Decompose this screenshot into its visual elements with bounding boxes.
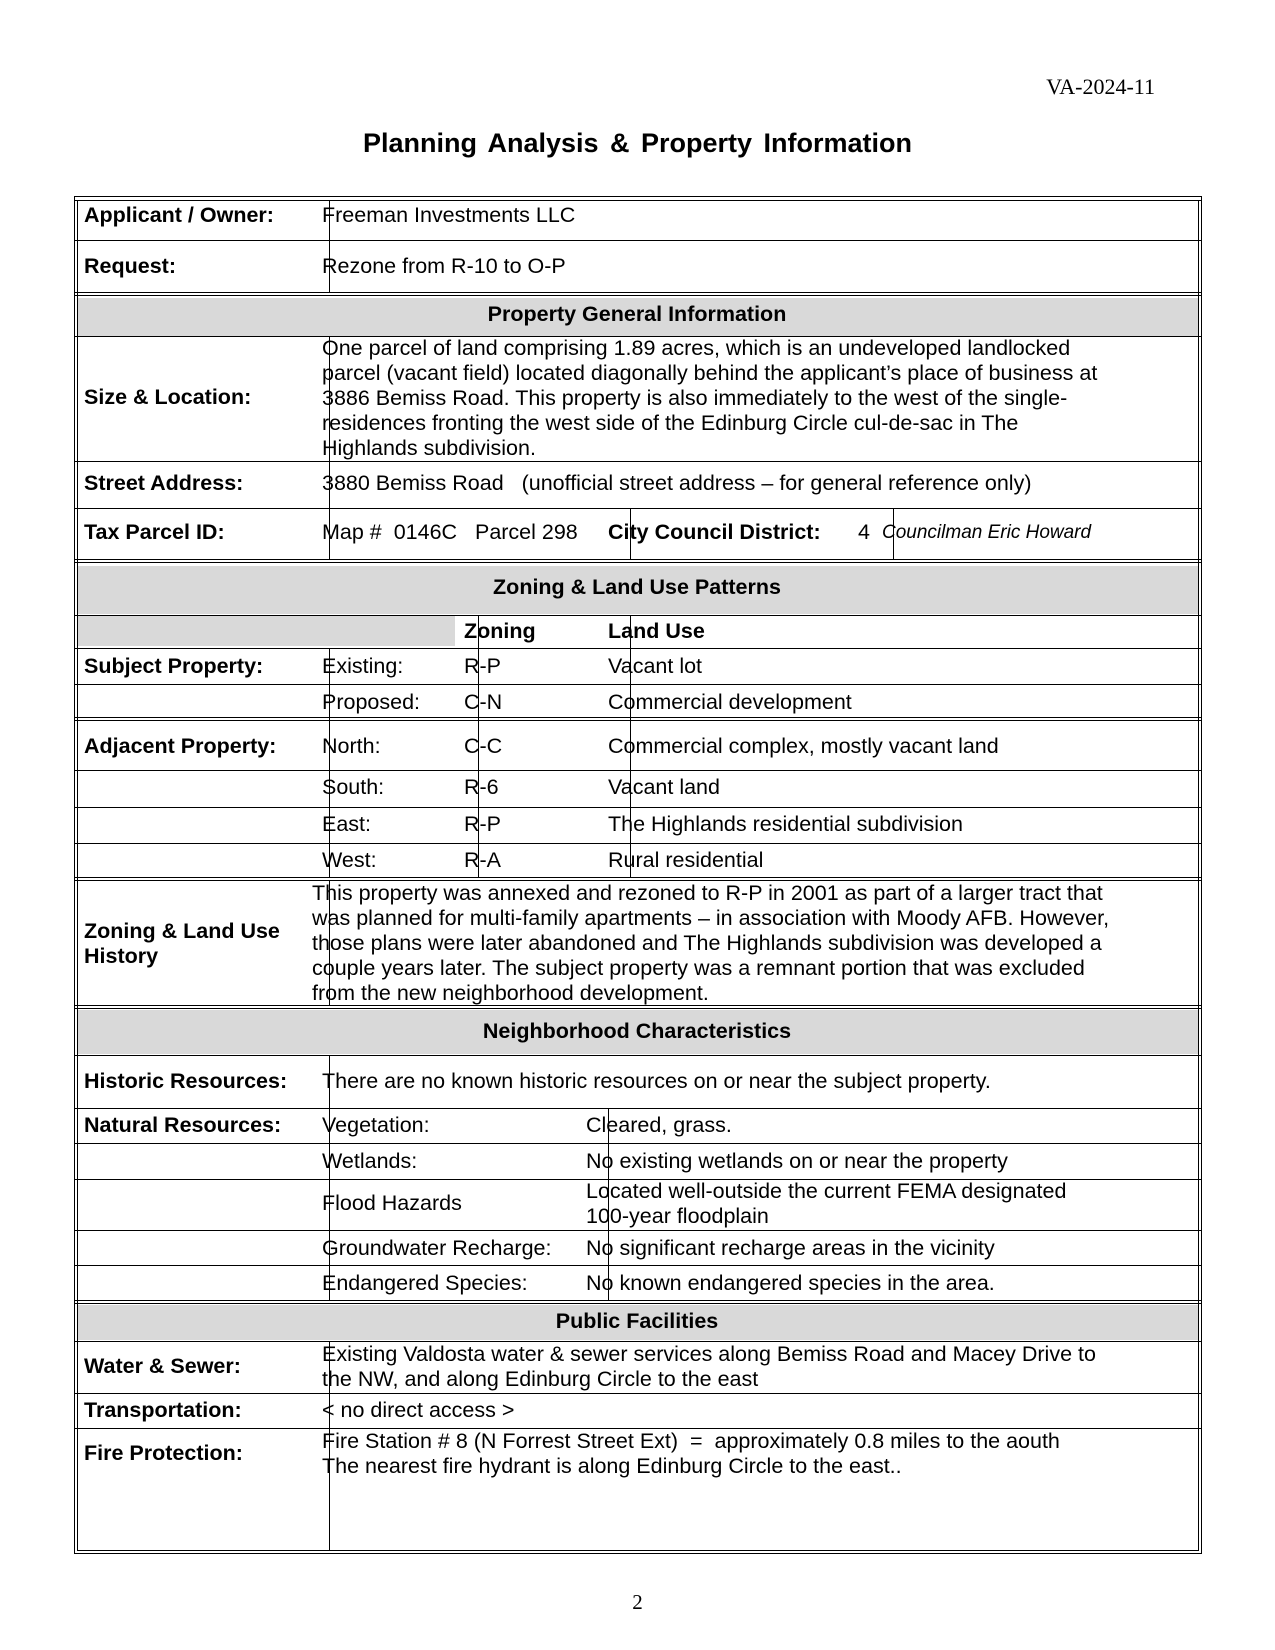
subject-property-label: Subject Property:	[84, 654, 264, 678]
applicant-value: Freeman Investments LLC	[322, 203, 576, 227]
natural-resource-value: No significant recharge areas in the vicinity	[586, 1236, 995, 1260]
water-sewer-line: the NW, and along Edinburg Circle to the east	[322, 1367, 759, 1391]
section-general-heading: Property General Information	[487, 302, 787, 326]
natural-resource-value: Cleared, grass.	[586, 1113, 732, 1137]
rule	[75, 615, 1201, 616]
rule	[75, 1300, 1201, 1301]
section-zoning-heading: Zoning & Land Use Patterns	[493, 575, 781, 599]
historic-resources-label: Historic Resources:	[84, 1069, 288, 1093]
rule	[75, 1055, 1201, 1056]
rule	[75, 807, 1201, 808]
zoning-row-dir: West:	[322, 848, 377, 872]
size-location-line: residences fronting the west side of the Edinburg Circle cul-de-sac in The	[322, 411, 1019, 435]
history-line: This property was annexed and rezoned to R-P in 2001 as part of a larger tract that	[312, 881, 1103, 905]
transportation-value: < no direct access >	[322, 1398, 515, 1422]
rule	[77, 200, 78, 1550]
natural-resource-key: Groundwater Recharge:	[322, 1236, 552, 1260]
zoning-row-use: Rural residential	[608, 848, 764, 872]
rule	[75, 717, 1201, 718]
natural-resource-key: Flood Hazards	[322, 1191, 462, 1215]
rule	[329, 648, 330, 877]
natural-resource-key: Endangered Species:	[322, 1271, 528, 1295]
historic-resources-value: There are no known historic resources on or near the subject property.	[322, 1069, 991, 1093]
rule	[75, 240, 1201, 241]
zoning-row-code: R-6	[464, 775, 499, 799]
natural-resource-key: Vegetation:	[322, 1113, 430, 1137]
natural-resource-key: Wetlands:	[322, 1149, 418, 1173]
rule	[1198, 200, 1199, 1550]
fire-protection-label: Fire Protection:	[84, 1441, 243, 1465]
history-line: those plans were later abandoned and The Highlands subdivision was developed a	[312, 931, 1102, 955]
rule	[75, 1143, 1201, 1144]
fire-protection-line: Fire Station # 8 (N Forrest Street Ext) = approximately 0.8 miles to the aouth	[322, 1429, 1060, 1453]
page-number: 2	[632, 1590, 643, 1614]
natural-resources-label: Natural Resources:	[84, 1113, 282, 1137]
size-location-label: Size & Location:	[84, 385, 252, 409]
zoning-column-header: Zoning	[464, 619, 536, 643]
natural-resource-value: Located well-outside the current FEMA designated	[586, 1179, 1067, 1203]
section-facilities-heading: Public Facilities	[555, 1309, 719, 1333]
street-address-value: 3880 Bemiss Road (unofficial street address – for general reference only)	[322, 471, 1032, 495]
rule	[75, 461, 1201, 462]
zoning-row-code: R-A	[464, 848, 502, 872]
water-sewer-label: Water & Sewer:	[84, 1354, 241, 1378]
history-label: History	[84, 944, 159, 968]
council-district-number: 4	[858, 520, 870, 544]
zoning-row-use: Vacant lot	[608, 654, 703, 678]
council-district-label: City Council District:	[608, 520, 821, 544]
rule	[77, 1550, 1199, 1551]
zoning-row-code: C-C	[464, 734, 503, 758]
natural-resource-value: No existing wetlands on or near the property	[586, 1149, 1008, 1173]
zoning-row-use: Commercial complex, mostly vacant land	[608, 734, 999, 758]
natural-resource-value: No known endangered species in the area.	[586, 1271, 995, 1295]
rule	[75, 1108, 1201, 1109]
land-use-column-header: Land Use	[608, 619, 705, 643]
history-line: from the new neighborhood development.	[312, 981, 709, 1005]
street-address-label: Street Address:	[84, 471, 244, 495]
size-location-line: Highlands subdivision.	[322, 436, 536, 460]
rule	[75, 1265, 1201, 1266]
rule	[75, 292, 1201, 293]
zoning-row-use: The Highlands residential subdivision	[608, 812, 963, 836]
history-label: Zoning & Land Use	[84, 919, 280, 943]
history-line: was planned for multi-family apartments – in association with Moody AFB. However,	[312, 906, 1110, 930]
rule	[75, 559, 1201, 560]
zoning-row-code: R-P	[464, 812, 502, 836]
zoning-row-use: Vacant land	[608, 775, 720, 799]
councilman-name: Councilman Eric Howard	[882, 522, 1092, 543]
transportation-label: Transportation:	[84, 1398, 242, 1422]
tax-parcel-value: Map # 0146C Parcel 298	[322, 520, 578, 544]
fire-protection-line: The nearest fire hydrant is along Edinburg Circle to the east..	[322, 1454, 902, 1478]
water-sewer-line: Existing Valdosta water & sewer services along Bemiss Road and Macey Drive to	[322, 1342, 1096, 1366]
zoning-row-code: C-N	[464, 690, 503, 714]
request-label: Request:	[84, 254, 176, 278]
rule	[75, 508, 1201, 509]
zoning-row-use: Commercial development	[608, 690, 852, 714]
section-neighborhood-heading: Neighborhood Characteristics	[482, 1019, 792, 1043]
size-location-line: One parcel of land comprising 1.89 acres, which is an undeveloped landlocked	[322, 336, 1071, 360]
tax-parcel-label: Tax Parcel ID:	[84, 520, 225, 544]
rule	[75, 877, 1201, 878]
zoning-row-dir: Existing:	[322, 654, 404, 678]
zoning-row-dir: North:	[322, 734, 381, 758]
rule	[75, 200, 1201, 201]
applicant-label: Applicant / Owner:	[84, 203, 274, 227]
document-id: VA-2024-11	[1046, 74, 1155, 99]
size-location-line: parcel (vacant field) located diagonally behind the applicant’s place of business at	[322, 361, 1098, 385]
zoning-row-dir: Proposed:	[322, 690, 421, 714]
zoning-row-dir: South:	[322, 775, 385, 799]
rule	[75, 1393, 1201, 1394]
natural-resource-value: 100-year floodplain	[586, 1204, 769, 1228]
rule	[75, 770, 1201, 771]
size-location-line: 3886 Bemiss Road. This property is also immediately to the west of the single-	[322, 386, 1068, 410]
header-shade-blank	[77, 615, 455, 646]
zoning-row-dir: East:	[322, 812, 371, 836]
history-line: couple years later. The subject property was a remnant portion that was excluded	[312, 956, 1085, 980]
rule	[75, 843, 1201, 844]
adjacent-property-label: Adjacent Property:	[84, 734, 277, 758]
rule	[75, 648, 1201, 649]
zoning-row-code: R-P	[464, 654, 502, 678]
rule	[75, 1230, 1201, 1231]
page-title: Planning Analysis & Property Information	[362, 128, 913, 158]
rule	[75, 684, 1201, 685]
request-value: Rezone from R-10 to O-P	[322, 254, 566, 278]
